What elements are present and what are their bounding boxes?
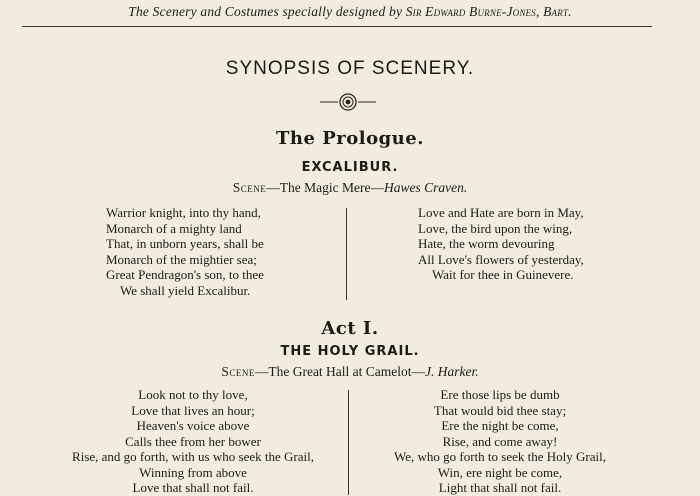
scene-separator: —	[266, 180, 280, 195]
verse-line: Light that shall not fail.	[438, 480, 562, 495]
verse-line: We, who go forth to seek the Holy Grail,	[394, 449, 606, 464]
scene-label: Scene	[232, 180, 267, 195]
prologue-verse-left	[106, 205, 264, 298]
act1-verse-left	[70, 387, 316, 496]
verse-line: Love that shall not fail.	[132, 480, 254, 495]
prologue-verse-right	[418, 205, 584, 283]
verse-line: Ere the night be come,	[441, 418, 559, 433]
verse-divider	[346, 208, 347, 300]
verse-line: Love and Hate are born in May,	[418, 205, 584, 220]
verse-line: That would bid thee stay;	[433, 402, 567, 418]
page-title: SYNOPSIS OF SCENERY.	[225, 58, 475, 79]
verse-line: Hate, the worm devouring	[418, 236, 555, 251]
scene-place: The Magic Mere—	[279, 180, 384, 195]
verse-line: Monarch of a mighty land	[106, 220, 242, 236]
scene-separator: —	[254, 364, 269, 379]
scene-label: Scene	[221, 364, 255, 379]
credits-lead: The Scenery and Costumes specially designed by	[128, 4, 406, 19]
ornament-icon	[318, 92, 378, 112]
scene-artist: J. Harker.	[425, 364, 479, 379]
verse-line: Look not to thy love,	[138, 387, 248, 402]
verse-line: Winning from above	[139, 464, 247, 480]
verse-line: Warrior knight, into thy hand,	[106, 205, 261, 220]
verse-line: Great Pendragon's son, to thee	[106, 267, 264, 282]
verse-line: Rise, and go forth, with us who seek the Grail,	[72, 449, 314, 464]
act1-heading: Act I.	[321, 318, 379, 339]
act1-scene-line	[0, 364, 700, 380]
designer-name: Sir Edward Burne-Jones, Bart.	[405, 4, 572, 19]
verse-line: Monarch of the mightier sea;	[106, 251, 257, 267]
prologue-scene-line	[0, 180, 700, 196]
prologue-subtitle: EXCALIBUR.	[301, 160, 399, 175]
verse-line: Ere those lips be dumb	[440, 387, 560, 402]
credits-header	[0, 4, 700, 20]
act1-verse-right	[380, 387, 620, 496]
verse-line: Wait for thee in Guinevere.	[432, 267, 574, 282]
verse-line: Love that lives an hour;	[131, 402, 255, 418]
prologue-heading: The Prologue.	[276, 128, 424, 149]
act1-subtitle: THE HOLY GRAIL.	[280, 344, 420, 359]
verse-line: Rise, and come away!	[442, 433, 558, 449]
verse-line: Love, the bird upon the wing,	[418, 220, 573, 236]
verse-line: All Love's flowers of yesterday,	[418, 251, 584, 267]
scene-place: The Great Hall at Camelot—	[268, 364, 426, 379]
scene-artist: Hawes Craven.	[383, 180, 468, 195]
verse-line: Win, ere night be come,	[437, 464, 563, 480]
verse-line: Calls thee from her bower	[125, 433, 261, 449]
header-rule	[22, 26, 652, 27]
verse-line: That, in unborn years, shall be	[106, 236, 264, 251]
verse-line: We shall yield Excalibur.	[120, 282, 251, 298]
verse-divider	[348, 390, 349, 495]
verse-line: Heaven's voice above	[136, 418, 250, 433]
